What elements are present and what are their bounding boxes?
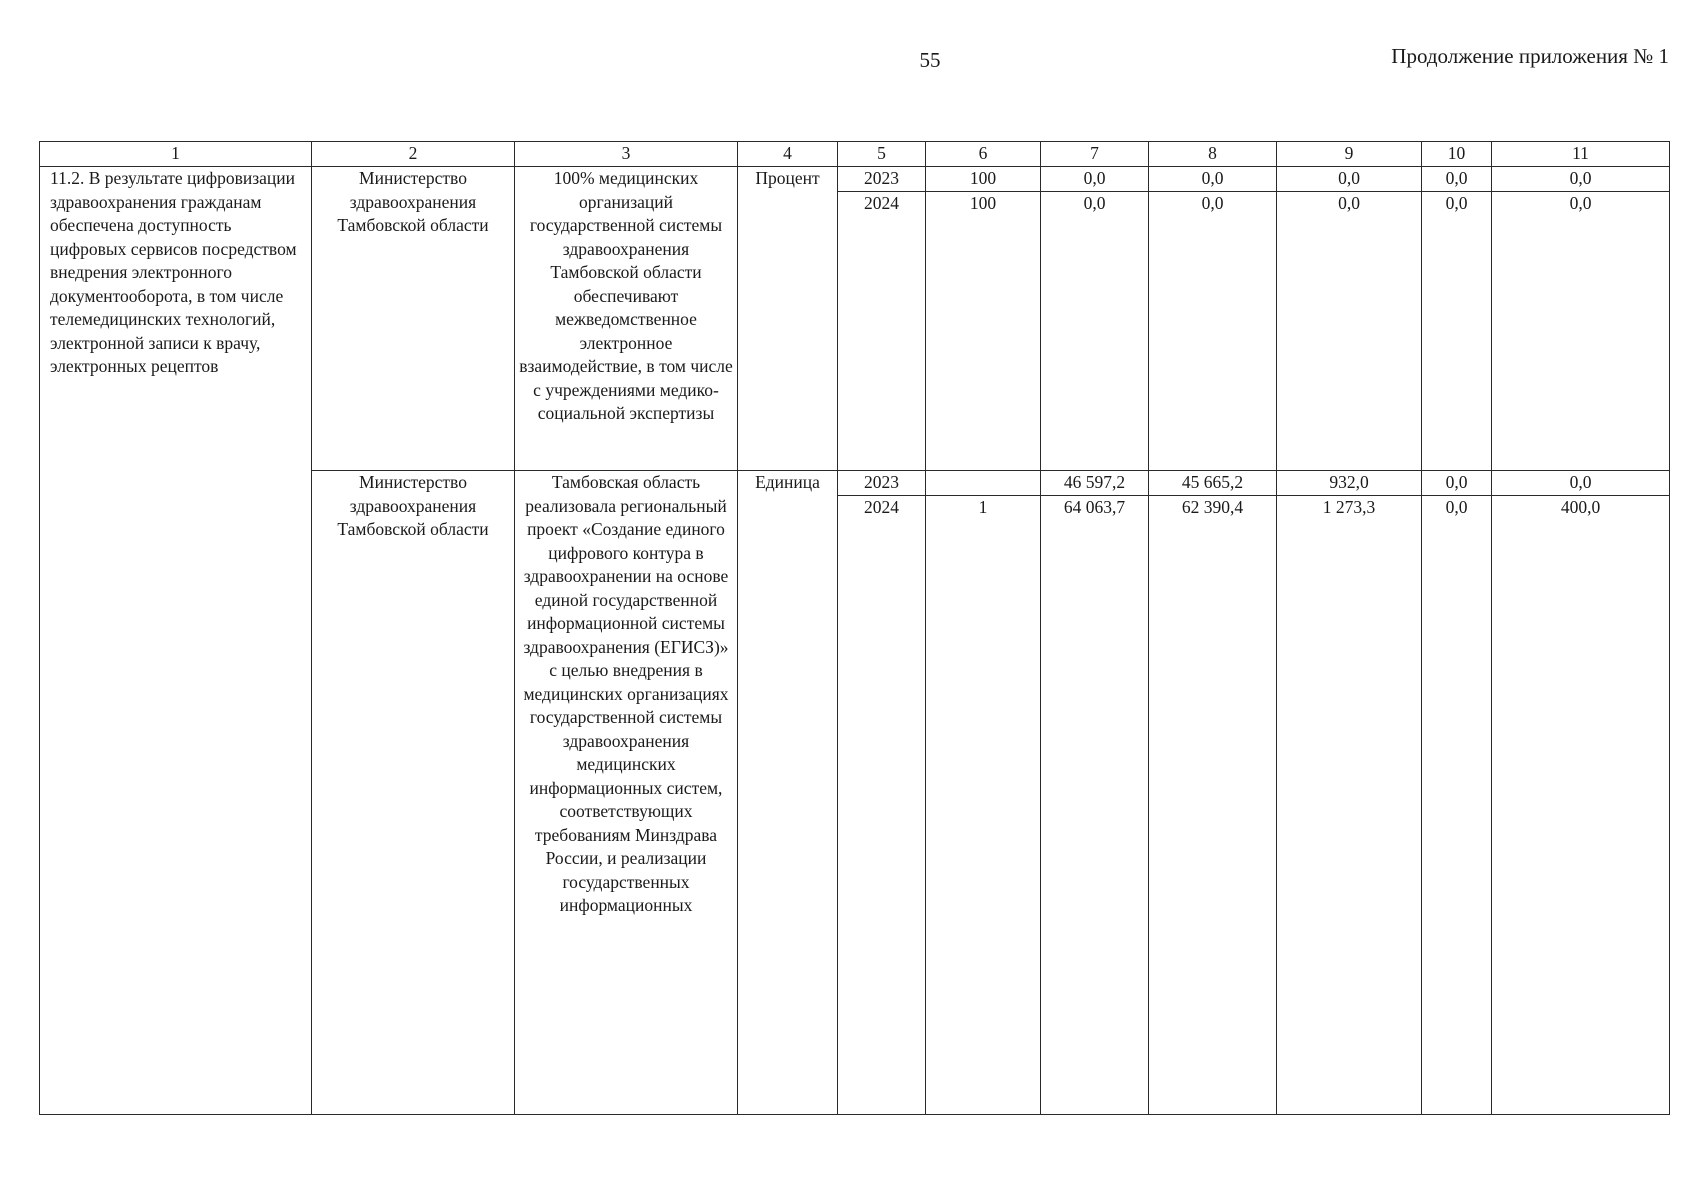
column-header: 2 [312, 142, 515, 167]
amount-cell: 0,0 [1422, 167, 1492, 192]
indicator-cell: 100% медицинских организаций государственной системы здравоохранения Тамбовской области обеспечивают межведомственное электронное взаимодействие, в том числе с учреждениями медико-социальной экспертизы [515, 167, 738, 471]
column-header: 5 [838, 142, 926, 167]
executor-cell: Министерство здравоохранения Тамбовской области [312, 167, 515, 471]
value-cell: 100 [926, 167, 1041, 192]
year-cell: 2023 [838, 167, 926, 192]
value-cell: 1 [926, 496, 1041, 1115]
amount-cell: 45 665,2 [1149, 471, 1277, 496]
appendix-table [39, 141, 1670, 1115]
result-description: 11.2. В результате цифровизации здравоохранения гражданам обеспечена доступность цифровых сервисов посредством внедрения электронного документооборота, в том числе телемедицинских технологий, электронной записи к врачу, электронных рецептов [40, 167, 312, 1115]
amount-cell: 0,0 [1149, 167, 1277, 192]
year-cell: 2023 [838, 471, 926, 496]
amount-cell: 1 273,3 [1277, 496, 1422, 1115]
amount-cell: 0,0 [1277, 167, 1422, 192]
column-header: 3 [515, 142, 738, 167]
column-header: 4 [738, 142, 838, 167]
amount-cell: 46 597,2 [1041, 471, 1149, 496]
amount-cell: 400,0 [1492, 496, 1670, 1115]
amount-cell: 0,0 [1492, 167, 1670, 192]
amount-cell: 0,0 [1492, 192, 1670, 471]
amount-cell: 0,0 [1422, 192, 1492, 471]
column-header: 10 [1422, 142, 1492, 167]
column-header: 8 [1149, 142, 1277, 167]
column-header: 9 [1277, 142, 1422, 167]
amount-cell: 0,0 [1422, 471, 1492, 496]
unit-cell: Процент [738, 167, 838, 471]
amount-cell: 62 390,4 [1149, 496, 1277, 1115]
amount-cell: 0,0 [1041, 167, 1149, 192]
year-cell: 2024 [838, 192, 926, 471]
column-header: 1 [40, 142, 312, 167]
amount-cell: 0,0 [1422, 496, 1492, 1115]
column-header: 11 [1492, 142, 1670, 167]
value-cell [926, 471, 1041, 496]
column-header: 7 [1041, 142, 1149, 167]
amount-cell: 0,0 [1277, 192, 1422, 471]
indicator-cell: Тамбовская область реализовала региональный проект «Создание единого цифрового контура в здравоохранении на основе единой государственной информационной системы здравоохранения (ЕГИСЗ)» с целью внедрения в медицинских организациях государственной системы здравоохранения медицинских информационных систем, соответствующих требованиям Минздрава России, и реализации государственных информационных [515, 471, 738, 1115]
value-cell: 100 [926, 192, 1041, 471]
unit-cell: Единица [738, 471, 838, 1115]
amount-cell: 64 063,7 [1041, 496, 1149, 1115]
amount-cell: 0,0 [1149, 192, 1277, 471]
table-row [40, 167, 1670, 192]
executor-cell: Министерство здравоохранения Тамбовской области [312, 471, 515, 1115]
page-number: 55 [919, 48, 941, 72]
column-header: 6 [926, 142, 1041, 167]
amount-cell: 0,0 [1041, 192, 1149, 471]
amount-cell: 0,0 [1492, 471, 1670, 496]
appendix-continuation-label: Продолжение приложения № 1 [1391, 44, 1669, 68]
amount-cell: 932,0 [1277, 471, 1422, 496]
column-number-row [40, 142, 1670, 167]
year-cell: 2024 [838, 496, 926, 1115]
